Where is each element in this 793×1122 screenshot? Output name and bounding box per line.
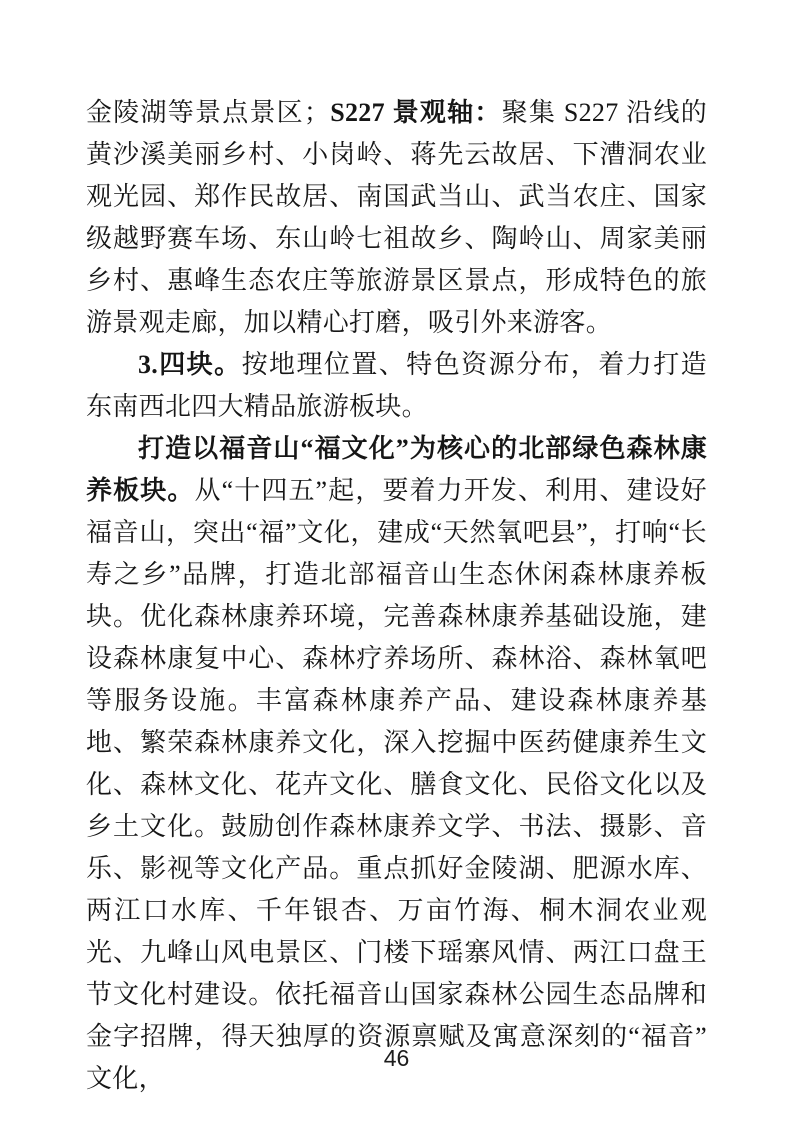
document-body [86, 92, 707, 1100]
text-run-bold: 3.四块。 [138, 350, 242, 379]
text-run: 金陵湖等景点景区； [86, 98, 331, 127]
text-run-bold: 打造以福音山“福文化”为核心的北部绿色森林康养板块。 [86, 434, 707, 505]
text-run: 聚集 S227 沿线的黄沙溪美丽乡村、小岗岭、蒋先云故居、下漕洞农业观光园、郑作民故居、南国武当山、武当农庄、国家级越野赛车场、东山岭七祖故乡、陶岭山、周家美丽乡村、惠峰生态农庄等旅游景区景点，形成特色的旅游景观走廊，加以精心打磨，吸引外来游客。 [86, 98, 708, 337]
text-run-bold: S227 景观轴： [330, 98, 502, 127]
paragraph [86, 92, 707, 344]
text-run: 按地理位置、特色资源分布，着力打造东南西北四大精品旅游板块。 [86, 350, 707, 421]
page-footer [0, 1045, 793, 1072]
page-number: 46 [383, 1045, 410, 1071]
paragraph [86, 428, 707, 1100]
paragraph [86, 344, 707, 428]
text-run: 从“十四五”起，要着力开发、利用、建设好福音山，突出“福”文化，建成“天然氧吧县”，打响“长寿之乡”品牌，打造北部福音山生态休闲森林康养板块。优化森林康养环境，完善森林康养基础设施，建设森林康复中心、森林疗养场所、森林浴、森林氧吧等服务设施。丰富森林康养产品、建设森林康养基地、繁荣森林康养文化，深入挖掘中医药健康养生文化、森林文化、花卉文化、膳食文化、民俗文化以及乡土文化。鼓励创作森林康养文学、书法、摄影、音乐、影视等文化产品。重点抓好金陵湖、肥源水库、两江口水库、千年银杏、万亩竹海、桐木洞农业观光、九峰山风电景区、门楼下瑶寨风情、两江口盘王节文化村建设。依托福音山国家森林公园生态品牌和金字招牌，得天独厚的资源禀赋及寓意深刻的“福音”文化， [86, 476, 707, 1093]
